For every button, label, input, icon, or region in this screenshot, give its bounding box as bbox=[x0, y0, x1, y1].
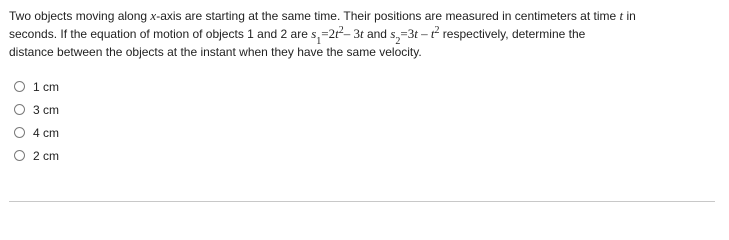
question-line-1: Two objects moving along x-axis are starting at the same time. Their positions are measured in centimeters at time t in bbox=[9, 8, 636, 23]
option-label: 4 cm bbox=[33, 125, 60, 140]
answer-options bbox=[14, 75, 59, 167]
answer-option[interactable] bbox=[14, 144, 59, 167]
question-line-3: distance between the objects at the instant when they have the same velocity. bbox=[9, 45, 422, 59]
question-text bbox=[9, 7, 724, 61]
radio-button[interactable] bbox=[14, 104, 25, 115]
answer-option[interactable] bbox=[14, 75, 59, 98]
radio-button[interactable] bbox=[14, 127, 25, 138]
divider bbox=[9, 201, 715, 202]
radio-button[interactable] bbox=[14, 81, 25, 92]
radio-button[interactable] bbox=[14, 150, 25, 161]
option-label: 1 cm bbox=[33, 79, 60, 94]
option-label: 3 cm bbox=[33, 102, 60, 117]
answer-option[interactable] bbox=[14, 121, 59, 144]
equation-s1: $s_1=2t^2-$ 3t bbox=[311, 25, 364, 47]
option-label: 2 cm bbox=[33, 148, 60, 163]
question-line-2: seconds. If the equation of motion of objects 1 and 2 are $s_1=2t^2-$ 3t and $s_2=3t - t^2$ respectively, determine the bbox=[9, 25, 586, 47]
equation-s2: $s_2=3t - t^2$ bbox=[390, 25, 440, 47]
answer-option[interactable] bbox=[14, 98, 59, 121]
